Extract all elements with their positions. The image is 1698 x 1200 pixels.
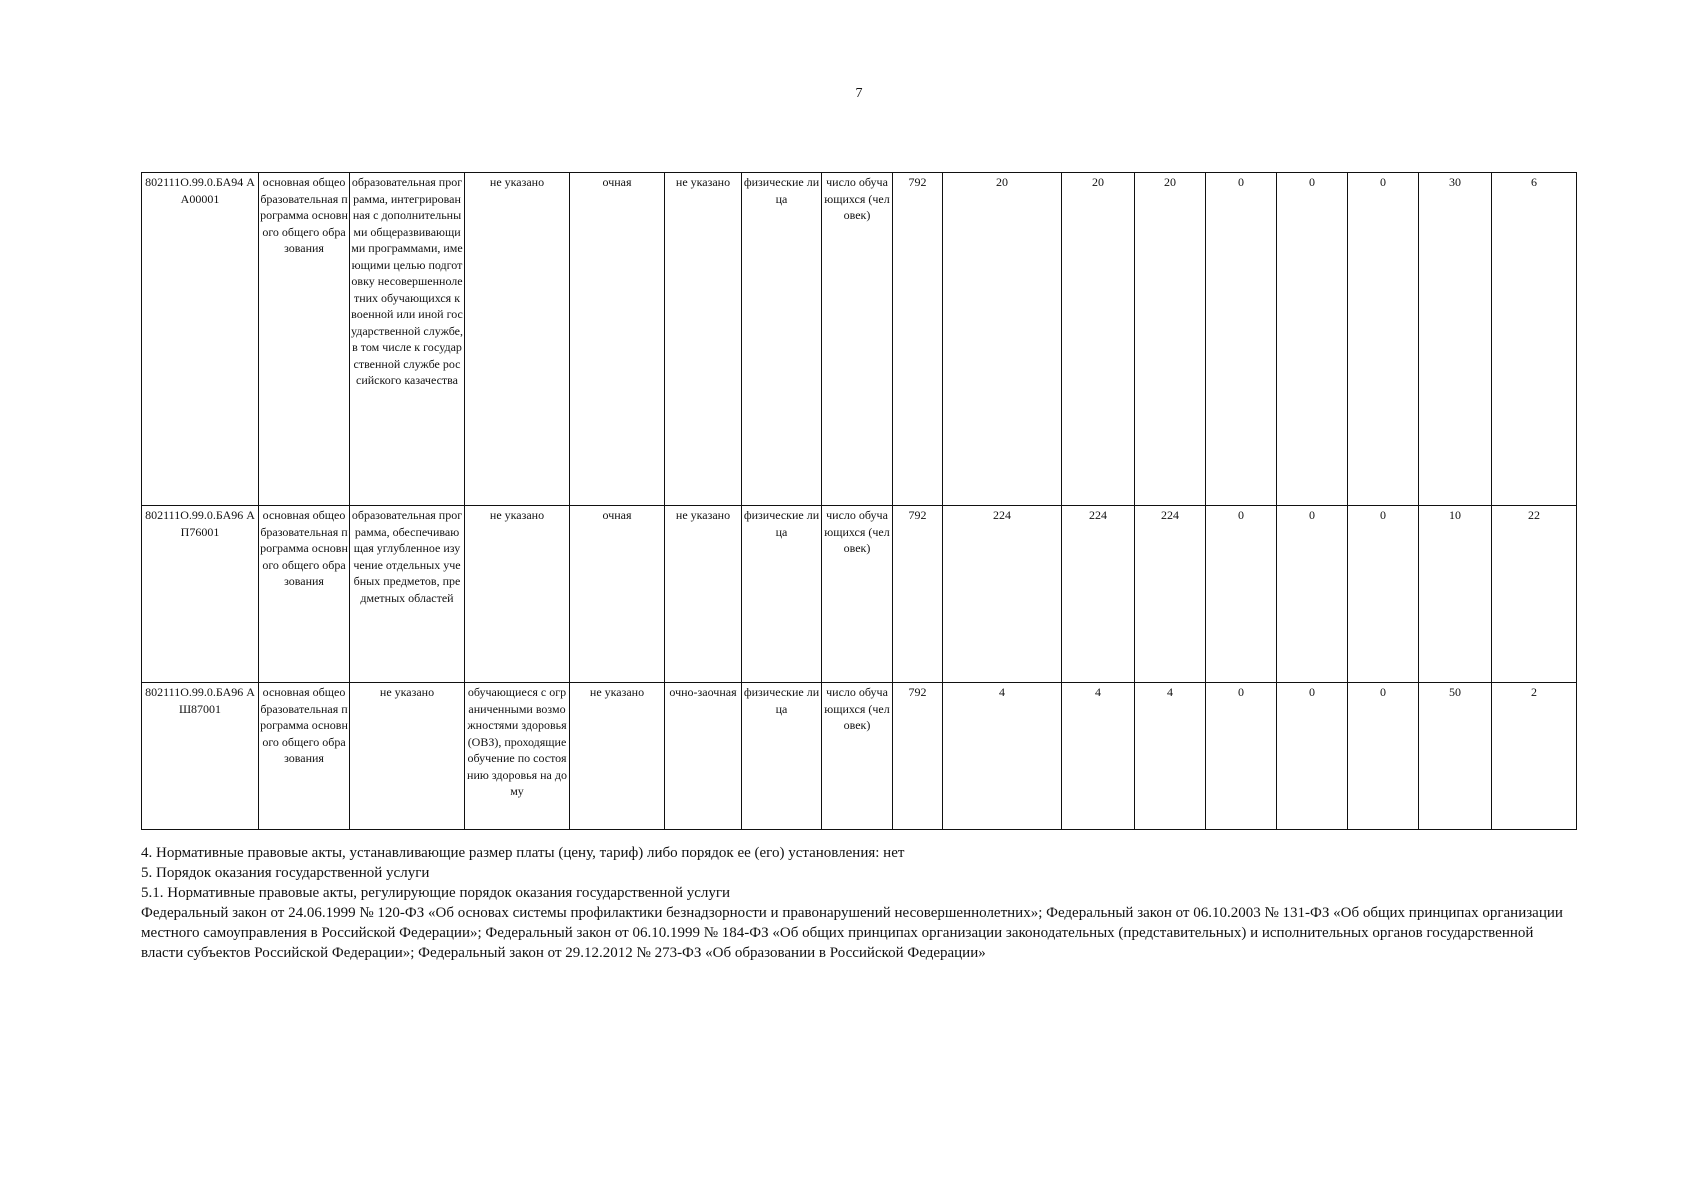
condition-cell: не указано: [665, 173, 742, 506]
table-row: [142, 173, 1577, 506]
deviation-absolute-cell: 22: [1492, 506, 1577, 683]
price-year-3-cell: 0: [1348, 506, 1419, 683]
price-year-1-cell: 0: [1206, 683, 1277, 830]
student-category-cell: не указано: [465, 173, 570, 506]
price-year-2-cell: 0: [1277, 173, 1348, 506]
volume-year-3-cell: 224: [1135, 506, 1206, 683]
registry-code-cell: 802111О.99.0.БА96 АП76001: [142, 506, 259, 683]
student-category-cell: обучающиеся с ограниченными возможностями здоровья (ОВЗ), проходящие обучение по состоянию здоровья на дому: [465, 683, 570, 830]
okei-code-cell: 792: [893, 506, 943, 683]
deviation-absolute-cell: 2: [1492, 683, 1577, 830]
consumers-cell: физические лица: [742, 506, 822, 683]
volume-year-3-cell: 4: [1135, 683, 1206, 830]
education-form-cell: не указано: [570, 683, 665, 830]
indicator-cell: число обучающихся (человек): [822, 173, 893, 506]
condition-cell: очно-заочная: [665, 683, 742, 830]
fee-regulation-note: 4. Нормативные правовые акты, устанавливающие размер платы (цену, тариф) либо порядок ее (его) установления: нет: [141, 845, 905, 861]
indicator-cell: число обучающихся (человек): [822, 506, 893, 683]
price-year-2-cell: 0: [1277, 506, 1348, 683]
regulatory-acts-list: Федеральный закон от 24.06.1999 № 120-ФЗ «Об основах системы профилактики безнадзорности и правонарушений несовершеннолетних»; Федеральный закон от 06.10.2003 № 131-ФЗ «Об общих принципах организации местного самоуправления в Российской Федерации»; Федеральный закон от 06.10.1999 № 184-ФЗ «Об общих принципах организации законодательных (представительных) и исполнительных органов государственной власти субъектов Российской Федерации»; Федеральный закон от 29.12.2012 № 273-ФЗ «Об образовании в Российской Федерации»: [141, 905, 1563, 961]
deviation-percent-cell: 50: [1419, 683, 1492, 830]
condition-cell: не указано: [665, 506, 742, 683]
consumers-cell: физические лица: [742, 683, 822, 830]
price-year-3-cell: 0: [1348, 173, 1419, 506]
regulatory-acts-heading: 5.1. Нормативные правовые акты, регулирующие порядок оказания государственной услуги: [141, 885, 731, 901]
page-number: 7: [855, 86, 863, 101]
service-procedure-heading: 5. Порядок оказания государственной услуги: [141, 865, 430, 881]
education-form-cell: очная: [570, 506, 665, 683]
service-volume-table: [141, 172, 1577, 830]
program-type-cell: основная общеобразовательная программа основного общего образования: [259, 683, 350, 830]
deviation-percent-cell: 30: [1419, 173, 1492, 506]
program-type-cell: основная общеобразовательная программа основного общего образования: [259, 173, 350, 506]
education-form-cell: очная: [570, 173, 665, 506]
volume-year-1-cell: 224: [943, 506, 1062, 683]
price-year-1-cell: 0: [1206, 506, 1277, 683]
volume-year-3-cell: 20: [1135, 173, 1206, 506]
okei-code-cell: 792: [893, 683, 943, 830]
program-content-cell: не указано: [350, 683, 465, 830]
registry-code-cell: 802111О.99.0.БА96 АШ87001: [142, 683, 259, 830]
deviation-percent-cell: 10: [1419, 506, 1492, 683]
registry-code-cell: 802111О.99.0.БА94 АА00001: [142, 173, 259, 506]
volume-year-2-cell: 224: [1062, 506, 1135, 683]
price-year-2-cell: 0: [1277, 683, 1348, 830]
student-category-cell: не указано: [465, 506, 570, 683]
program-type-cell: основная общеобразовательная программа основного общего образования: [259, 506, 350, 683]
price-year-1-cell: 0: [1206, 173, 1277, 506]
indicator-cell: число обучающихся (человек): [822, 683, 893, 830]
notes-section: [141, 843, 1571, 963]
consumers-cell: физические лица: [742, 173, 822, 506]
table-row: [142, 683, 1577, 830]
program-content-cell: образовательная программа, интегрированная с дополнительными общеразвивающими программами, имеющими целью подготовку несовершеннолетних обучающихся к военной или иной государственной службе, в том числе к государственной службе российского казачества: [350, 173, 465, 506]
volume-year-1-cell: 20: [943, 173, 1062, 506]
price-year-3-cell: 0: [1348, 683, 1419, 830]
volume-year-2-cell: 4: [1062, 683, 1135, 830]
okei-code-cell: 792: [893, 173, 943, 506]
program-content-cell: образовательная программа, обеспечивающая углубленное изучение отдельных учебных предметов, предметных областей: [350, 506, 465, 683]
volume-year-1-cell: 4: [943, 683, 1062, 830]
volume-year-2-cell: 20: [1062, 173, 1135, 506]
table-row: [142, 506, 1577, 683]
deviation-absolute-cell: 6: [1492, 173, 1577, 506]
